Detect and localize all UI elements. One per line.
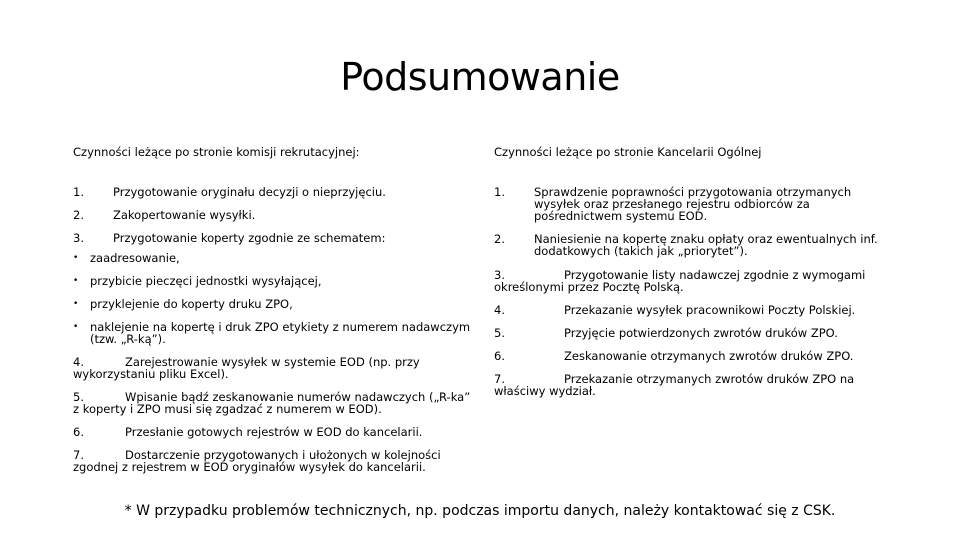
bullet-item bbox=[73, 275, 473, 287]
item-text: Naniesienie na kopertę znaku opłaty oraz ewentualnych inf. dodatkowych (takich jak „priorytet”). bbox=[534, 232, 878, 258]
bullet-icon: • bbox=[73, 276, 79, 286]
page-title: Podsumowanie bbox=[340, 55, 620, 99]
item-number: 5. bbox=[494, 326, 505, 340]
item-number: 2. bbox=[73, 208, 84, 222]
list-item bbox=[494, 350, 894, 362]
bullet-text: naklejenie na kopertę i druk ZPO etykiety z numerem nadawczym (tzw. „R-ką”). bbox=[90, 320, 471, 346]
bullet-item bbox=[73, 321, 473, 345]
item-number: 7. bbox=[494, 372, 505, 386]
item-text: Przygotowanie koperty zgodnie ze schematem: bbox=[113, 231, 386, 245]
item-number: 2. bbox=[494, 232, 505, 246]
item-text: Dostarczenie przygotowanych i ułożonych w kolejności zgodnej z rejestrem w EOD oryginałów wysyłek do kancelarii. bbox=[73, 448, 441, 474]
item-text: Zeskanowanie otrzymanych zwrotów druków ZPO. bbox=[564, 349, 854, 363]
item-number: 3. bbox=[494, 268, 505, 282]
left-column bbox=[73, 146, 473, 484]
item-number: 6. bbox=[73, 425, 84, 439]
item-text: Przekazanie wysyłek pracownikowi Poczty Polskiej. bbox=[564, 303, 856, 317]
list-item bbox=[494, 269, 894, 293]
list-item bbox=[494, 304, 894, 316]
bullet-icon: • bbox=[73, 322, 79, 332]
list-item bbox=[73, 426, 473, 438]
list-item bbox=[73, 449, 473, 473]
list-item bbox=[494, 327, 894, 339]
list-item bbox=[73, 391, 473, 415]
item-text: Przyjęcie potwierdzonych zwrotów druków ZPO. bbox=[564, 326, 838, 340]
list-item bbox=[73, 186, 473, 198]
item-number: 6. bbox=[494, 349, 505, 363]
right-column-header: Czynności leżące po stronie Kancelarii Ogólnej bbox=[494, 145, 762, 159]
item-text: Przesłanie gotowych rejestrów w EOD do kancelarii. bbox=[125, 425, 423, 439]
bullet-icon: • bbox=[73, 299, 79, 309]
item-number: 7. bbox=[73, 448, 84, 462]
bullet-icon: • bbox=[73, 253, 79, 263]
bullet-text: przyklejenie do koperty druku ZPO, bbox=[90, 297, 293, 311]
list-item bbox=[73, 356, 473, 380]
list-item bbox=[494, 373, 894, 397]
item-number: 3. bbox=[73, 231, 84, 245]
list-item bbox=[73, 209, 473, 221]
item-number: 4. bbox=[494, 303, 505, 317]
footer-note: * W przypadku problemów technicznych, np. podczas importu danych, należy kontaktować się z CSK. bbox=[124, 503, 836, 519]
item-text: Zakopertowanie wysyłki. bbox=[113, 208, 256, 222]
item-text: Wpisanie bądź zeskanowanie numerów nadawczych („R-ka” z koperty i ZPO musi się zgadzać z numerem w EOD). bbox=[73, 390, 471, 416]
item-number: 5. bbox=[73, 390, 84, 404]
item-text: Przygotowanie listy nadawczej zgodnie z wymogami określonymi przez Pocztę Polską. bbox=[494, 268, 866, 294]
bullet-item bbox=[73, 298, 473, 310]
list-item bbox=[73, 232, 473, 244]
item-number: 1. bbox=[494, 185, 505, 199]
item-text: Przekazanie otrzymanych zwrotów druków ZPO na właściwy wydział. bbox=[494, 372, 855, 398]
list-item bbox=[494, 186, 894, 222]
right-column bbox=[494, 146, 894, 408]
item-text: Sprawdzenie poprawności przygotowania otrzymanych wysyłek oraz przesłanego rejestru odbiorców za pośrednictwem systemu EOD. bbox=[534, 185, 852, 223]
list-item bbox=[494, 233, 894, 257]
item-number: 4. bbox=[73, 355, 84, 369]
bullet-text: przybicie pieczęci jednostki wysyłającej, bbox=[90, 274, 322, 288]
item-number: 1. bbox=[73, 185, 84, 199]
bullet-item bbox=[73, 252, 473, 264]
left-column-header: Czynności leżące po stronie komisji rekrutacyjnej: bbox=[73, 145, 360, 159]
item-text: Zarejestrowanie wysyłek w systemie EOD (np. przy wykorzystaniu pliku Excel). bbox=[73, 355, 420, 381]
bullet-text: zaadresowanie, bbox=[90, 251, 180, 265]
item-text: Przygotowanie oryginału decyzji o nieprzyjęciu. bbox=[113, 185, 386, 199]
